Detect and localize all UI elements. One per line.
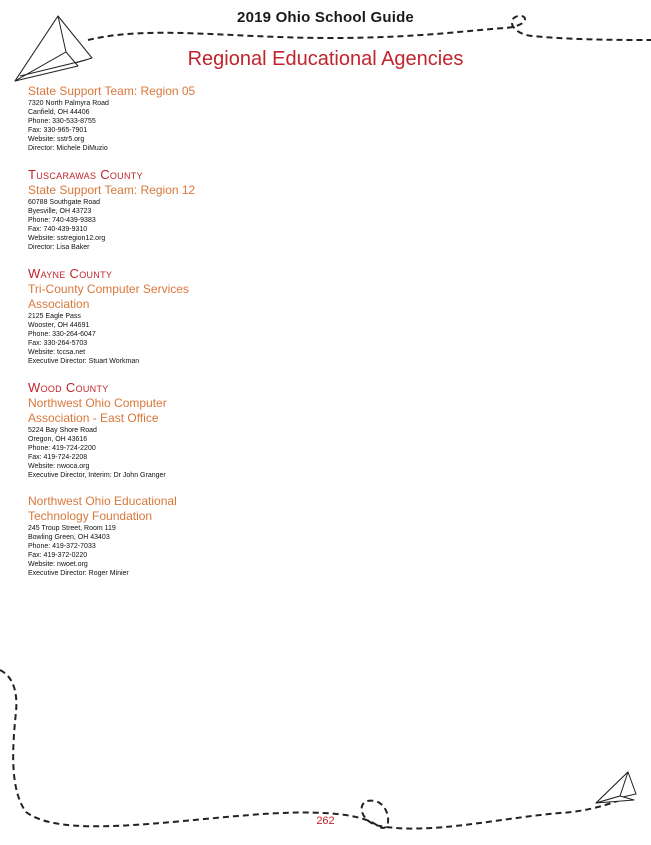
agency-name-continued: Technology Foundation: [28, 509, 153, 523]
website-line: Website: nwoca.org: [28, 463, 90, 470]
fax-line: Fax: 330-965-7901: [28, 127, 88, 134]
agency-name: Northwest Ohio Computer: [28, 396, 167, 410]
agency-entry: [28, 494, 228, 578]
city-line: Wooster, OH 44691: [28, 322, 90, 329]
city-line: Oregon, OH 43616: [28, 436, 88, 443]
agency-name-continued: Association: [28, 297, 90, 311]
fax-line: Fax: 330-264-5703: [28, 340, 88, 347]
director-line: Executive Director, Interim: Dr John Granger: [28, 472, 166, 479]
agency-entry: [28, 167, 228, 252]
website-line: Website: sstregion12.org: [28, 235, 106, 242]
small-paper-plane-icon: [596, 772, 636, 803]
address-line: 2125 Eagle Pass: [28, 313, 81, 320]
website-line: Website: nwoet.org: [28, 561, 88, 568]
website-line: Website: sstr5.org: [28, 136, 85, 143]
fax-line: Fax: 740-439-9310: [28, 226, 88, 233]
address-line: 245 Troup Street, Room 119: [28, 525, 116, 532]
agency-name: Tri-County Computer Services: [28, 282, 189, 296]
bottom-dashed-trail: [0, 670, 625, 829]
agency-entry: [28, 266, 228, 366]
phone-line: Phone: 419-372-7033: [28, 543, 96, 550]
fax-line: Fax: 419-724-2208: [28, 454, 88, 461]
director-line: Director: Lisa Baker: [28, 244, 90, 251]
agency-name-continued: Association - East Office: [28, 411, 159, 425]
address-line: 7320 North Palmyra Road: [28, 100, 109, 107]
website-line: Website: tccsa.net: [28, 349, 86, 356]
agency-list: [28, 84, 228, 592]
guide-title: 2019 Ohio School Guide: [237, 9, 414, 26]
fax-line: Fax: 419-372-0220: [28, 552, 88, 559]
county-heading: Wayne County: [28, 266, 113, 281]
director-line: Director: Michele DiMuzio: [28, 145, 108, 152]
city-line: Byesville, OH 43723: [28, 208, 92, 215]
address-line: 60788 Southgate Road: [28, 199, 101, 206]
agency-entry: [28, 84, 228, 153]
county-heading: Tuscarawas County: [28, 167, 143, 182]
agency-entry: [28, 380, 228, 480]
director-line: Executive Director: Stuart Workman: [28, 358, 140, 365]
page-title: Regional Educational Agencies: [187, 48, 464, 70]
agency-name: State Support Team: Region 12: [28, 183, 196, 197]
county-heading: Wood County: [28, 380, 109, 395]
agency-name: Northwest Ohio Educational: [28, 494, 177, 508]
city-line: Canfield, OH 44406: [28, 109, 90, 116]
address-line: 5224 Bay Shore Road: [28, 427, 97, 434]
phone-line: Phone: 330-533-8755: [28, 118, 96, 125]
city-line: Bowling Green, OH 43403: [28, 534, 110, 541]
director-line: Executive Director: Roger Minier: [28, 570, 129, 577]
phone-line: Phone: 740-439-9383: [28, 217, 96, 224]
page-number: 262: [316, 815, 335, 827]
phone-line: Phone: 330-264-6047: [28, 331, 96, 338]
phone-line: Phone: 419-724-2200: [28, 445, 96, 452]
agency-name: State Support Team: Region 05: [28, 84, 196, 98]
